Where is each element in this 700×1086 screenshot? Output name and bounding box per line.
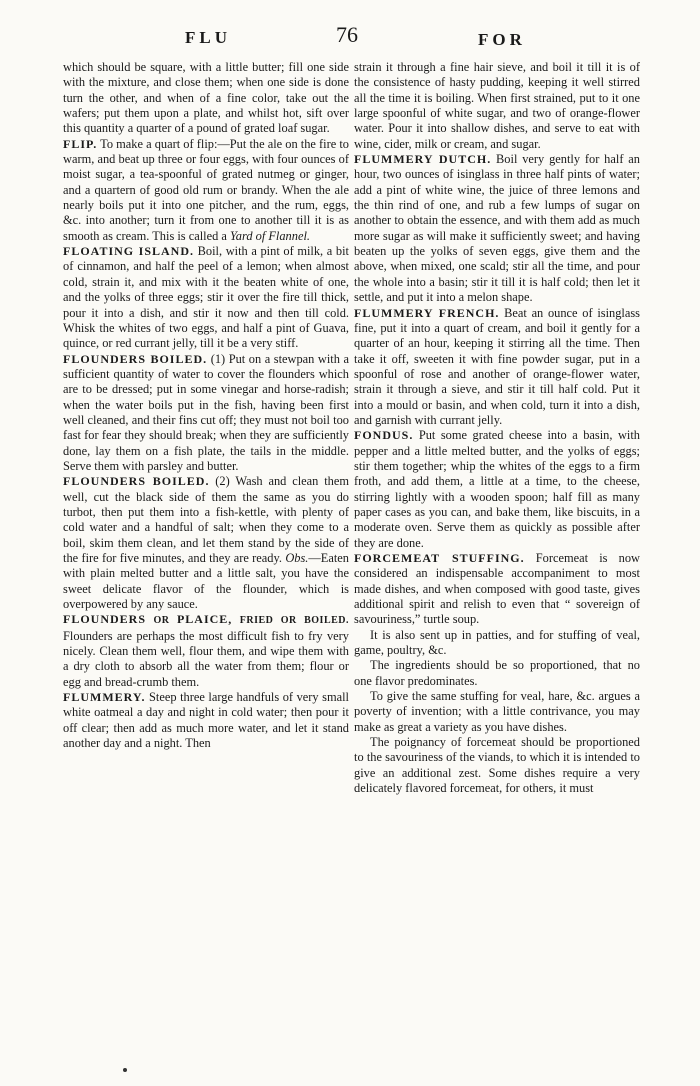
headword: FLOUNDERS BOILED. — [63, 351, 208, 366]
headword: FLIP. — [63, 136, 98, 151]
entry-text: Boil, with a pint of milk, a bit of cinnamon, and half the peel of a lemon; when almost cold, strain it, and mix with it the beaten white of one, and the yolks of three eggs; stir it over the fire till thick, pour it into a dish, and stir it now and then till cold. Whisk the whites of two eggs, and half a pint of Guava, quince, or red currant jelly, till it be a very stiff. — [63, 244, 349, 351]
left-column — [63, 60, 349, 751]
forcemeat-paragraph: To give the same stuffing for veal, hare, &c. argues a poverty of invention; with a little contrivance, you may make as great a variety as you have dishes. — [354, 689, 640, 734]
entry-forcemeat — [354, 551, 640, 797]
entry-flounders-plaice — [63, 612, 349, 690]
headword: FLOUNDERS — [63, 612, 147, 627]
entry-fondus — [354, 428, 640, 551]
forcemeat-paragraph: It is also sent up in patties, and for stuffing of veal, game, poultry, &c. — [354, 627, 640, 658]
headword: PLAICE, — [176, 612, 233, 627]
headword: FORCEMEAT STUFFING. — [354, 551, 525, 565]
entry-flounders-boiled-1 — [63, 352, 349, 475]
entry-text: (1) Put on a stewpan with a sufficient quantity of water to cover the flounders which are to be dressed; put in some vinegar and horse-radish; when the water boils put in the fish, having been first well cleaned, and their fins cut off; they must not boil too fast for fear they should break; when they are sufficiently done, lay them on a fish plate, the tails in the middle. Serve them with parsley and butter. — [63, 351, 349, 473]
entry-flummery-dutch — [354, 152, 640, 305]
entry-text: —Eaten with plain melted butter and a little salt, you have the sweet delicate flavor of the flounder, which is overpowered by any sauce. — [63, 551, 349, 612]
entry-text: Forcemeat is now considered an indispensable accompaniment to most made dishes, and when composed with good taste, gives additional spirit and relish to even that “ sovereign of savouriness,” turtle soup. — [354, 551, 640, 627]
entry-flounders-boiled-2 — [63, 474, 349, 612]
continuation-text: which should be square, with a little butter; fill one side with the mixture, and close them; when one side is done turn the other, and when of a fine color, take out the wafers; put them upon a plate, and whilst hot, sift over this quantity a quarter of a pound of grated loaf sugar. — [63, 60, 349, 136]
forcemeat-paragraph: The poignancy of forcemeat should be proportioned to the savouriness of the viands, to which it is intended to give an additional zest. Some dishes require a very delicately flavored forcemeat, for others, it must — [354, 735, 640, 796]
print-mark — [123, 1068, 127, 1072]
headword: FLOATING ISLAND. — [63, 244, 194, 259]
entry-text: Flounders are perhaps the most difficult fish to fry very nicely. Clean them well, flour them, and wipe them with a dry cloth to absorb all the water from them; flour or egg and bread-crumb them. — [63, 628, 349, 689]
entry-text: Beat an ounce of isinglass fine, put it into a quart of cream, and boil it gently for a quarter of an hour, keeping it stirring all the time. Then take it off, sweeten it with fine powder sugar, put in a spoonful of rose and another of orange-flower water, strain it through a sieve, and stir it till half cold. Put it into a mould or basin, and when cold, turn it into a dish, and garnish with currant jelly. — [354, 305, 641, 427]
continuation-text: strain it through a fine hair sieve, and boil it till it is of the consistence of hasty pudding, keeping it well stirred all the time it is boiling. When first strained, put to it one large spoonful of white sugar, and two of orange-flower water. Pour it into shallow dishes, and serve to eat with wine, cider, milk or cream, and sugar. — [354, 60, 640, 151]
running-header — [0, 22, 700, 56]
entry-text: Steep three large handfuls of very small white oatmeal a day and night in cold water; then pour it off clear; then add as much more water, and let it stand another day and a night. Then — [63, 690, 349, 751]
headword: FLOUNDERS BOILED. — [63, 474, 210, 489]
entry-text: To make a quart of flip:—Put the ale on the fire to warm, and beat up three or four eggs, with four ounces of moist sugar, a tea-spoonful of grated nutmeg or ginger, and a quartern of good old rum or brandy. When the ale nearly boils put it into one pitcher, and the rum, eggs, &c. into another; turn it from one to another till it is as smooth as cream. This is called a — [63, 136, 349, 243]
header-left-guide-word: FLU — [185, 28, 231, 47]
headword: FLUMMERY DUTCH. — [354, 152, 492, 167]
entry-floating-island — [63, 244, 349, 351]
header-right-guide-word: FOR — [478, 30, 526, 49]
entry-flummery — [63, 690, 349, 751]
page-number: 76 — [336, 22, 358, 47]
entry-italic: Yard of Flannel. — [230, 228, 310, 243]
forcemeat-paragraph — [354, 551, 640, 628]
headword-small: FRIED OR BOILED. — [239, 615, 349, 627]
headword: FLUMMERY FRENCH. — [354, 305, 500, 320]
entry-text: (2) Wash and clean them well, cut the black side of them the same as you do turbot, then put them into a fish-kettle, with plenty of cold water and a handful of salt; when they come to a boil, skim them clean, and let them stand by the side of the fire for five minutes, and they are ready. — [63, 474, 349, 565]
entry-flip — [63, 137, 349, 244]
entry-text: Put some grated cheese into a basin, with pepper and a little melted butter, and the yolks of eggs; stir them together; whip the whites of the eggs to a firm froth, and add them, a little at a time, to the cheese, stirring lightly with a wooden spoon; half fill as many paper cases as you can, and bake them, like biscuits, in a moderate oven. Serve them as quickly as possible after they are done. — [354, 428, 640, 550]
headword: FONDUS. — [354, 428, 414, 443]
entry-flummery-french — [354, 306, 640, 429]
entry-text: Boil very gently for half an hour, two ounces of isinglass in three half pints of water; add a pint of white wine, the juice of three lemons and the thin rind of one, and rub a few lumps of sugar on another to obtain the essence, and with them add as much more sugar as will make it sufficiently sweet; and having beaten up the yolks of seven eggs, give them and the above, when mixed, one scald; stir all the time, and pour the whole into a basin; stir it till it is half cold; then let it settle, and put it into a melon shape. — [354, 152, 640, 305]
right-column — [354, 60, 640, 797]
headword-small: OR — [153, 615, 170, 627]
headword: FLUMMERY. — [63, 690, 146, 705]
forcemeat-paragraph: The ingredients should be so proportioned, that no one flavor predominates. — [354, 658, 640, 688]
obs-label: Obs. — [285, 551, 309, 565]
